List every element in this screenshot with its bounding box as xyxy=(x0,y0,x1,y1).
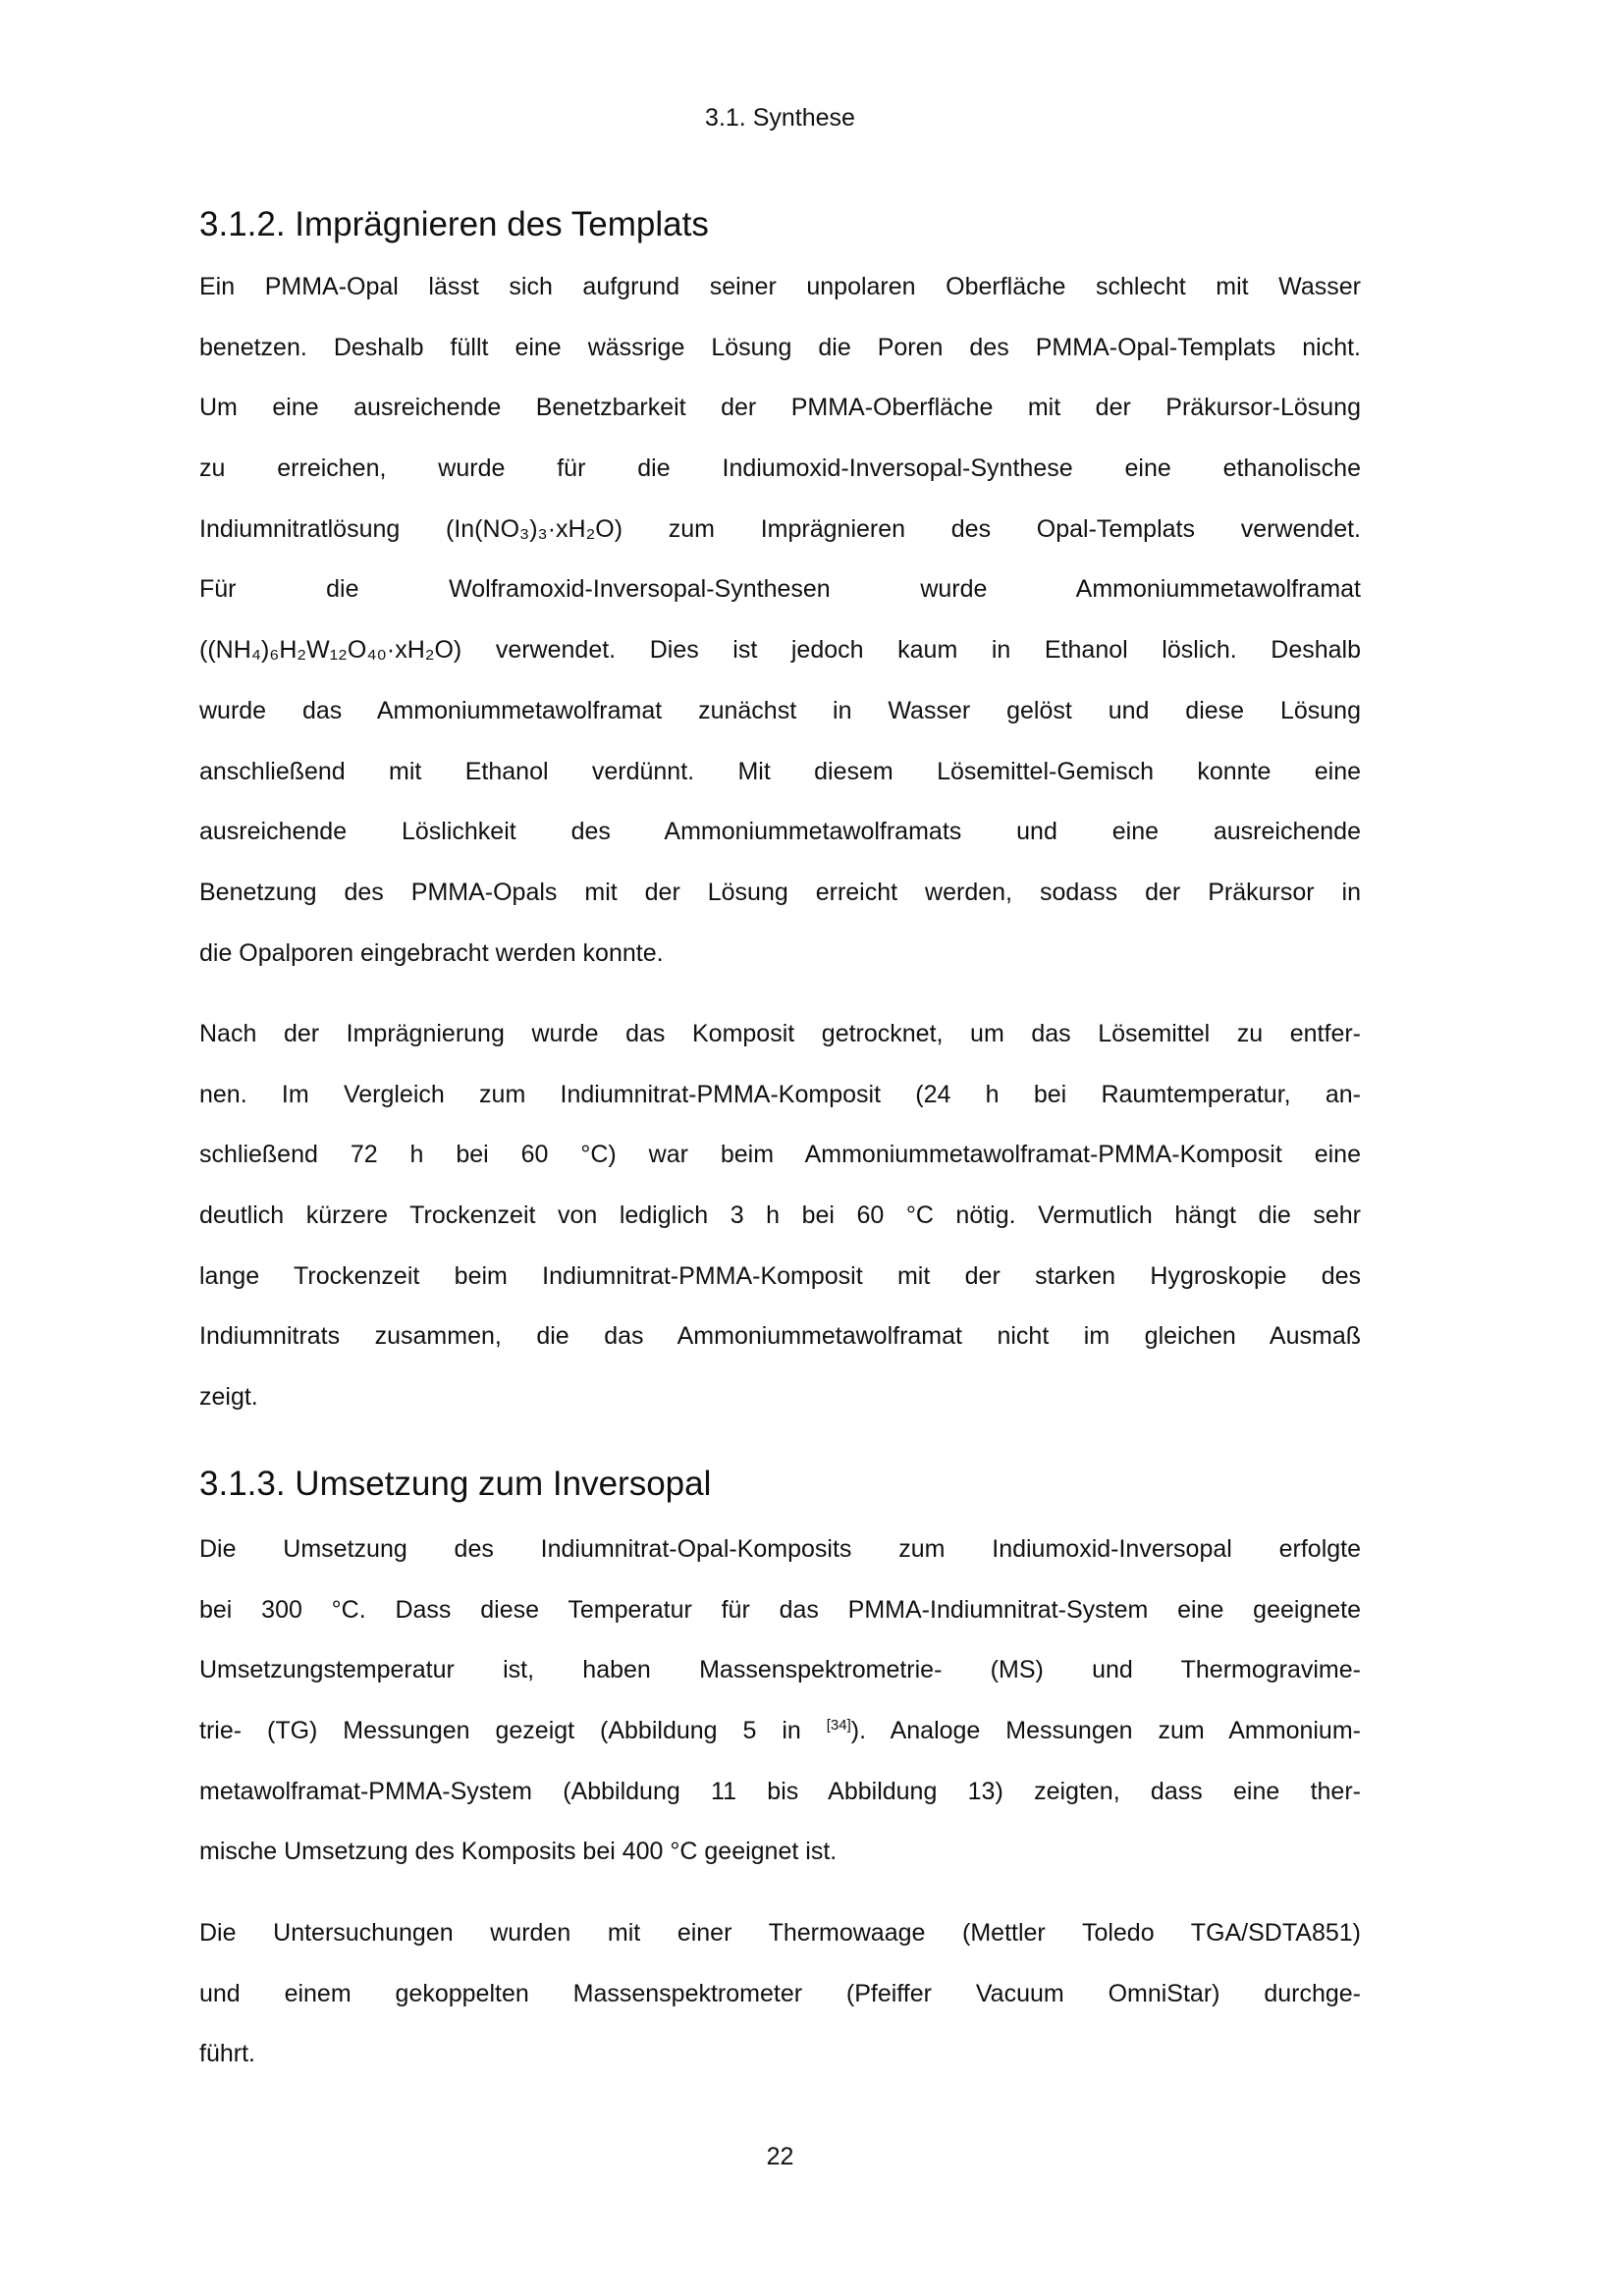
text-line: Um eine ausreichende Benetzbarkeit der PMMA-Oberfläche mit der Präkursor-Lösung xyxy=(199,394,1361,422)
text-line: führt. xyxy=(199,2040,255,2068)
text-line: Nach der Imprägnierung wurde das Komposit getrocknet, um das Lösemittel zu entfer- xyxy=(199,1020,1361,1047)
text-line: zeigt. xyxy=(199,1383,258,1412)
text-line: mische Umsetzung des Komposits bei 400 °C geeignet ist. xyxy=(199,1838,838,1866)
section-heading-3-1-2: 3.1.2. Imprägnieren des Templats xyxy=(199,205,709,243)
text-line: metawolframat-PMMA-System (Abbildung 11 bis Abbildung 13) zeigten, dass eine ther- xyxy=(199,1777,1361,1805)
text-segment: ). Analoge Messungen zum Ammonium- xyxy=(850,1717,1361,1745)
text-line: lange Trockenzeit beim Indiumnitrat-PMMA-Komposit mit der starken Hygroskopie des xyxy=(199,1261,1361,1290)
text-line: nen. Im Vergleich zum Indiumnitrat-PMMA-Komposit (24 h bei Raumtemperatur, an- xyxy=(199,1080,1361,1108)
text-line: anschließend mit Ethanol verdünnt. Mit diesem Lösemittel-Gemisch konnte eine xyxy=(199,757,1361,785)
text-line: Indiumnitrats zusammen, die das Ammoniummetawolframat nicht im gleichen Ausmaß xyxy=(199,1322,1361,1351)
text-line: schließend 72 h bei 60 °C) war beim Ammoniummetawolframat-PMMA-Komposit eine xyxy=(199,1141,1361,1169)
text-line: Für die Wolframoxid-Inversopal-Synthesen wurde Ammoniummetawolframat xyxy=(199,575,1361,604)
text-line: zu erreichen, wurde für die Indiumoxid-Inversopal-Synthese eine ethanolische xyxy=(199,454,1361,483)
text-line: Die Umsetzung des Indiumnitrat-Opal-Komposits zum Indiumoxid-Inversopal erfolgte xyxy=(199,1535,1361,1563)
text-line: deutlich kürzere Trockenzeit von lediglich 3 h bei 60 °C nötig. Vermutlich hängt die sehr xyxy=(199,1201,1361,1230)
text-line: ausreichende Löslichkeit des Ammoniummetawolframats und eine ausreichende xyxy=(199,818,1361,846)
paragraph xyxy=(199,1520,1361,1883)
text-line: Benetzung des PMMA-Opals mit der Lösung erreicht werden, sodass der Präkursor in xyxy=(199,878,1361,906)
text-line: wurde das Ammoniummetawolframat zunächst in Wasser gelöst und diese Lösung xyxy=(199,696,1361,724)
text-line: bei 300 °C. Dass diese Temperatur für das PMMA-Indiumnitrat-System eine geeignete xyxy=(199,1595,1361,1624)
text-line: und einem gekoppelten Massenspektrometer (Pfeiffer Vacuum OmniStar) durchge- xyxy=(199,1979,1361,2007)
running-header: 3.1. Synthese xyxy=(705,104,855,132)
section-heading-3-1-3: 3.1.3. Umsetzung zum Inversopal xyxy=(199,1465,712,1503)
text-line: Umsetzungstemperatur ist, haben Massenspektrometrie- (MS) und Thermogravime- xyxy=(199,1656,1361,1684)
paragraph xyxy=(199,257,1361,984)
text-segment: trie- (TG) Messungen gezeigt (Abbildung 5 in xyxy=(199,1717,827,1745)
text-line: Indiumnitratlösung (In(NO₃)₃·xH₂O) zum Imprägnieren des Opal-Templats verwendet. xyxy=(199,514,1361,543)
paragraph xyxy=(199,1903,1361,2085)
text-line: Ein PMMA-Opal lässt sich aufgrund seiner unpolaren Oberfläche schlecht mit Wasser xyxy=(199,273,1361,300)
text-line: Die Untersuchungen wurden mit einer Thermowaage (Mettler Toledo TGA/SDTA851) xyxy=(199,1919,1361,1947)
text-line: benetzen. Deshalb füllt eine wässrige Lösung die Poren des PMMA-Opal-Templats nicht. xyxy=(199,333,1361,361)
text-line: die Opalporen eingebracht werden konnte. xyxy=(199,938,664,967)
page-number: 22 xyxy=(766,2143,794,2170)
text-line xyxy=(199,1701,1361,1762)
citation-superscript: [34] xyxy=(826,1717,851,1735)
text-line: ((NH₄)₆H₂W₁₂O₄₀·xH₂O) verwendet. Dies ist jedoch kaum in Ethanol löslich. Deshalb xyxy=(199,636,1361,665)
paragraph xyxy=(199,1004,1361,1428)
